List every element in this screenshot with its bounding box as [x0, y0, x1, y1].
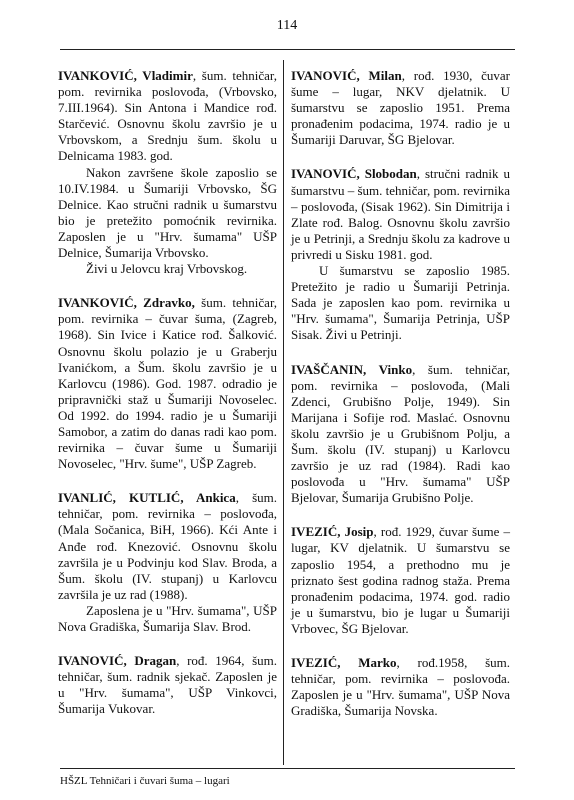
entry-paragraph: Zaposlena je u "Hrv. šumama", UŠP Nova Gradiška, Šumarija Slav. Brod.: [58, 602, 277, 634]
entry-text: , rođ. 1930, čuvar šume – lugar, NKV djelatnik. U šumarstvu se zaposlio 1951. Prema pronađenim podacima, 1974. radio je u Šumariji Daruvar, ŠG Bjelovar.: [291, 68, 511, 148]
entry-text: , šum. tehničar, pom. revirnika – poslovođa, (Mali Zdenci, Grubišno Polje, 1949). Sin Marijana i Sofije rođ. Maslać. Osnovnu školu završio je u Grubišnom Polju, a Šum. školu (IV. stupanj) u Karlovcu završio je uz rad (1984). Radi kao poslovođa u "Hrv. šumama" UŠP Bjelovar, Šumarija Grubišno Polje.: [291, 361, 510, 506]
entry-text: , šum. tehničar, pom. revirnika poslovođa, (Vrbovsko, 7.III.1964). Sin Antona i Mandice rođ. Starčević. Osnovnu školu završio je u Vrbovskom, a Srednju šum. školu u Delnicama 1983. god.: [58, 68, 277, 164]
entry: [291, 655, 510, 719]
entry-name: IVANKOVIĆ, Vladimir: [58, 68, 193, 83]
entry-text: šum. tehničar, pom. revirnika – čuvar šuma, (Zagreb, 1968). Sin Ivice i Katice rođ. Šalković. Osnovnu školu polazio je u Graberju Ivanićkom, a Šum. školu završio je u Karlovcu (1986). God. 1987. odradio je pripravnički staž u Šumariji Novoselec. Od 1992. do 1994. radio je u Šumariji Samobor, a zatim do danas radi kao pom. revirnika – čuvar šume u Šumariji Novoselec, "Hrv. šume", UŠP Zagreb.: [58, 295, 278, 472]
entry-text: , rođ.1958, šum. tehničar, pom. revirnika – poslovođa. Zaposlen je u "Hrv. šumama", UŠP Nova Gradiška, Šumarija Novska.: [291, 655, 511, 719]
entry-name: IVAŠČANIN, Vinko: [291, 361, 413, 377]
entry: [58, 295, 277, 472]
entry-name: IVANOVIĆ, Dragan: [58, 653, 177, 669]
entry-paragraph: U šumarstvu se zaposlio 1985. Pretežito je radio u Šumariji Petrinja. Sada je zaposlen kao pom. revirnika u "Hrv. šumama", Šumarija Petrinja, UŠP Sisak. Živi u Petrinji.: [291, 263, 510, 343]
footer-rule: [60, 768, 515, 769]
entry-text: , rođ. 1964, šum. tehničar, šum. radnik sjekač. Zaposlen je u "Hrv. šumama", UŠP Vinkovci, Šumarija Vukovar.: [58, 653, 278, 717]
entry-paragraph: Živi u Jelovcu kraj Vrbovskog.: [86, 261, 248, 277]
entry: [58, 68, 277, 277]
entry: [58, 653, 277, 717]
right-column: [291, 68, 510, 737]
header-rule: [60, 49, 515, 50]
left-column: [58, 68, 277, 735]
entry: [291, 524, 510, 637]
column-divider: [283, 60, 284, 765]
entry-name: IVANOVIĆ, Milan: [291, 68, 402, 83]
running-footer: HŠZL Tehničari i čuvari šuma – lugari: [60, 775, 230, 787]
entry-name: IVEZIĆ, Marko: [291, 655, 397, 670]
entry: [291, 166, 510, 343]
entry-name: IVEZIĆ, Josip: [291, 524, 374, 540]
page-number: 114: [276, 18, 298, 33]
entry-text: , šum. tehničar, pom. revirnika – poslovođa, (Mala Sočanica, BiH, 1966). Kći Ante i Anđe rođ. Knezović. Osnovnu školu završila je u Podvinju kod Slav. Broda, a Šum. školu (IV. stupanj) u Karlovcu završila je uz rad (1988).: [58, 490, 278, 602]
entry: [291, 362, 510, 507]
entry-text: , rođ. 1929, čuvar šume – lugar, KV djelatnik. U šumarstvu se zaposlio 1954, a prethodno mu je priznato šest godina radnog staža. Prema pronađenim podacima, 1974. god. radio je u šumarstvu, bio je lugar u Šumariji Vrbovec, ŠG Bjelovar.: [291, 524, 511, 636]
entry-name: IVANKOVIĆ, Zdravko,: [58, 295, 195, 311]
entry-text: , stručni radnik u šumarstvu – šum. tehničar, pom. revirnika – poslovođa, (Sisak 1962). Sin Dimitrija i Zlate rođ. Balog. Osnovnu školu završio je u Petrinji, a Srednju školu za kadrove u privredi u Sisku 1981. god.: [291, 166, 510, 262]
entry-name: IVANLIĆ, KUTLIĆ, Ankica: [58, 490, 236, 506]
entry: [291, 68, 510, 148]
entry-paragraph: Nakon završene škole zaposlio se 10.IV.1984. u Šumariji Vrbovsko, ŠG Delnice. Kao stručni radnik u šumarstvu bio je pretežito pomoćnik revirnika. Zaposlen je u "Hrv. šumama" UŠP Delnice, Šumarija Vrbovsko.: [58, 164, 277, 261]
entry: [58, 490, 277, 635]
entry-name: IVANOVIĆ, Slobodan: [291, 166, 417, 182]
